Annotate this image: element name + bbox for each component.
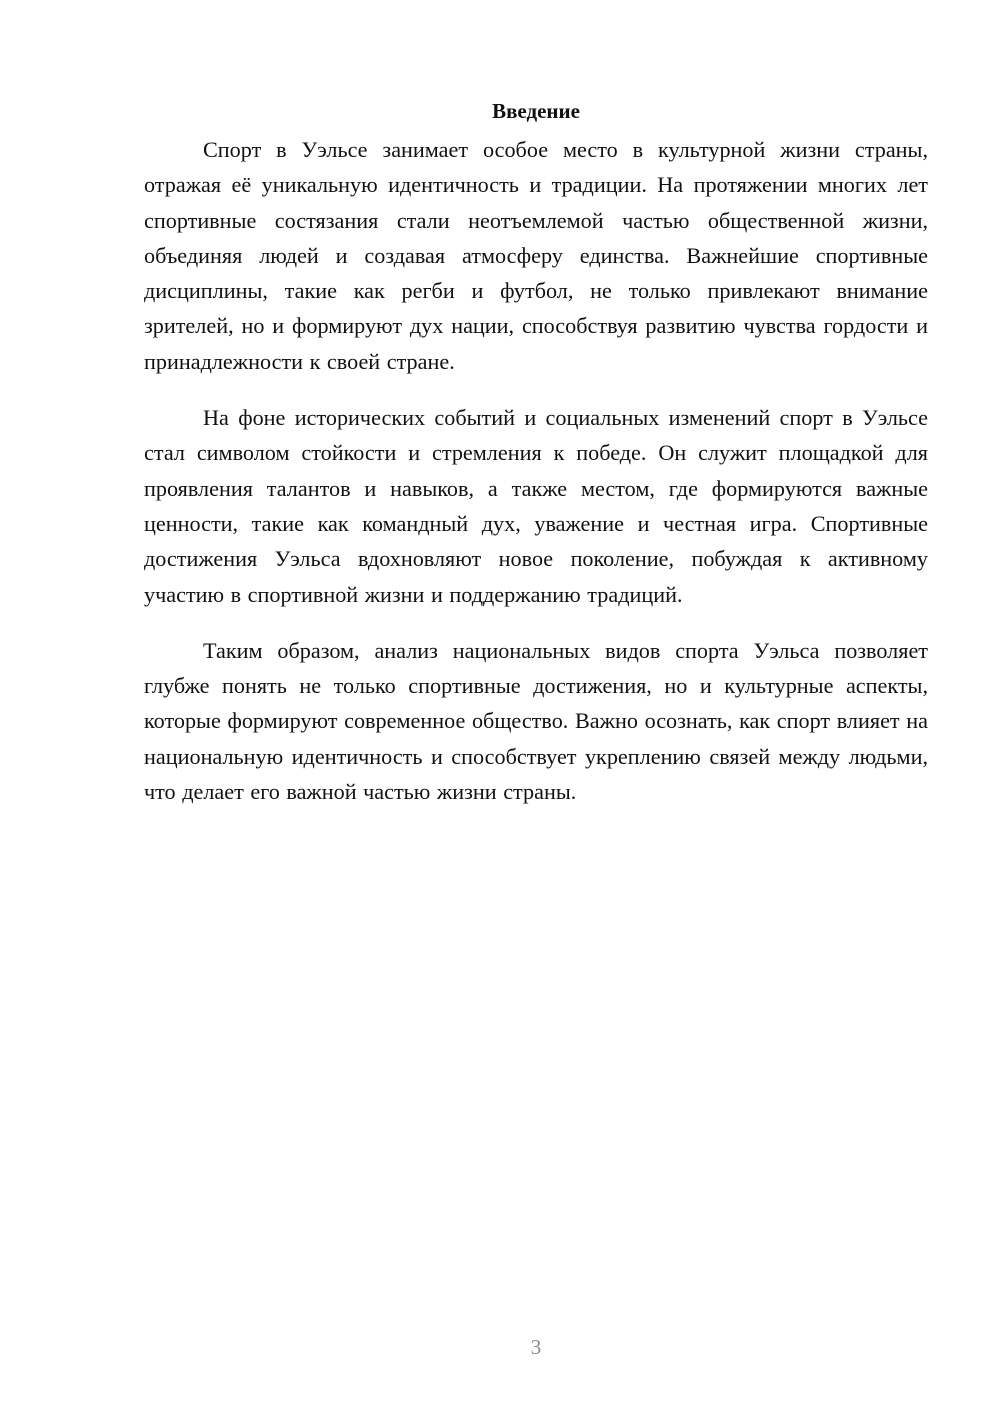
page-number: 3 [530, 1335, 542, 1359]
section-title: Введение [492, 99, 580, 123]
page-content [144, 96, 928, 830]
paragraph-2: На фоне исторических событий и социальных изменений спорт в Уэльсе стал символом стойкости и стремления к победе. Он служит площадкой для проявления талантов и навыков, а также местом, где формируются важные ценности, такие как командный дух, уважение и честная игра. Спортивные достижения Уэльса вдохновляют новое поколение, побуждая к активному участию в спортивной жизни и поддержанию традиций. [144, 405, 928, 607]
paragraph-1: Спорт в Уэльсе занимает особое место в культурной жизни страны, отражая её уникальную идентичность и традиции. На протяжении многих лет спортивные состязания стали неотъемлемой частью общественной жизни, объединяя людей и создавая атмосферу единства. Важнейшие спортивные дисциплины, такие как регби и футбол, не только привлекают внимание зрителей, но и формируют дух нации, способствуя развитию чувства гордости и принадлежности к своей стране. [144, 137, 928, 374]
paragraph-3: Таким образом, анализ национальных видов спорта Уэльса позволяет глубже понять не только спортивные достижения, но и культурные аспекты, которые формируют современное общество. Важно осознать, как спорт влияет на национальную идентичность и способствует укреплению связей между людьми, что делает его важной частью жизни страны. [144, 637, 928, 805]
